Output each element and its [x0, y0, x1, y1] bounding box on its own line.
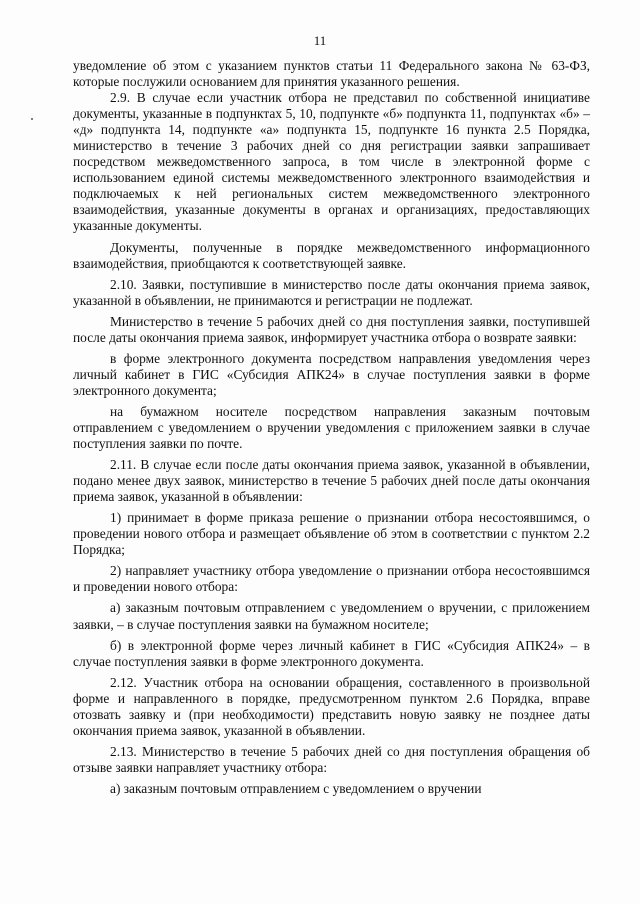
scan-speck: [31, 118, 33, 120]
paragraph-2-9: 2.9. В случае если участник отбора не представил по собственной инициативе документы, указанные в подпунктах 5, 10, подпункте «б» подпункта 11, подпунктах «б» – «д» подпункта 14, подпункте «а» подпункта 15, подпункте 16 пункта 2.5 Порядка, министерство в течение 3 рабочих дней со дня регистрации заявки запрашивает посредством межведомственного запроса, в том числе в электронной форме с использованием единой системы межведомственного электронного взаимодействия и подключаемых к ней региональных систем межведомственного электронного взаимодействия, указанные документы в органах и организациях, предоставляющих указанные документы.: [73, 90, 590, 234]
paragraph-continuation: уведомление об этом с указанием пунктов статьи 11 Федерального закона № 63-ФЗ, которые послужили основанием для принятия указанного решения.: [73, 58, 590, 90]
paragraph-2-13-item-a: а) заказным почтовым отправлением с уведомлением о вручении: [110, 780, 482, 796]
paragraph-2-11: 2.11. В случае если после даты окончания приема заявок, указанной в объявлении, подано менее двух заявок, министерство в течение 5 рабочих дней после даты окончания приема заявок, указанной в объявлении:: [73, 457, 590, 505]
paragraph-ministry-informs: Министерство в течение 5 рабочих дней со дня поступления заявки, поступившей после даты окончания приема заявок, информирует участника отбора о возврате заявки:: [73, 313, 590, 345]
document-body: [73, 58, 590, 797]
paragraph-2-11-item-b: б) в электронной форме через личный кабинет в ГИС «Субсидия АПК24» – в случае поступления заявки в форме электронного документа.: [73, 637, 590, 669]
paragraph-2-12: 2.12. Участник отбора на основании обращения, составленного в произвольной форме и направленного в порядке, предусмотренном пунктом 2.6 Порядка, вправе отозвать заявку и (при необходимости) представить новую заявку не позднее даты окончания приема заявок, указанной в объявлении.: [73, 674, 590, 738]
paragraph-2-13: 2.13. Министерство в течение 5 рабочих дней со дня поступления обращения об отзыве заявки направляет участнику отбора:: [73, 743, 590, 775]
paragraph-2-11-item-2: 2) направляет участнику отбора уведомление о признании отбора несостоявшимся и проведении нового отбора:: [73, 563, 590, 595]
paragraph-documents-received: Документы, полученные в порядке межведомственного информационного взаимодействия, приобщаются к соответствующей заявке.: [73, 239, 590, 271]
paragraph-paper-form: на бумажном носителе посредством направления заказным почтовым отправлением с уведомлением о вручении уведомления с приложением заявки в случае поступления заявки по почте.: [73, 403, 590, 452]
paragraph-2-10: 2.10. Заявки, поступившие в министерство после даты окончания приема заявок, указанной в объявлении, не принимаются и регистрации не подлежат.: [73, 276, 590, 308]
paragraph-2-11-item-a: а) заказным почтовым отправлением с уведомлением о вручении, с приложением заявки, – в случае поступления заявки на бумажном носителе;: [73, 600, 590, 632]
paragraph-electronic-form: в форме электронного документа посредством направления уведомления через личный кабинет в ГИС «Субсидия АПК24» в случае поступления заявки в форме электронного документа;: [73, 350, 590, 398]
page-number: 11: [313, 33, 327, 48]
paragraph-2-11-item-1: 1) принимает в форме приказа решение о признании отбора несостоявшимся, о проведении нового отбора и размещает объявление об этом в соответствии с пунктом 2.2 Порядка;: [73, 510, 590, 558]
